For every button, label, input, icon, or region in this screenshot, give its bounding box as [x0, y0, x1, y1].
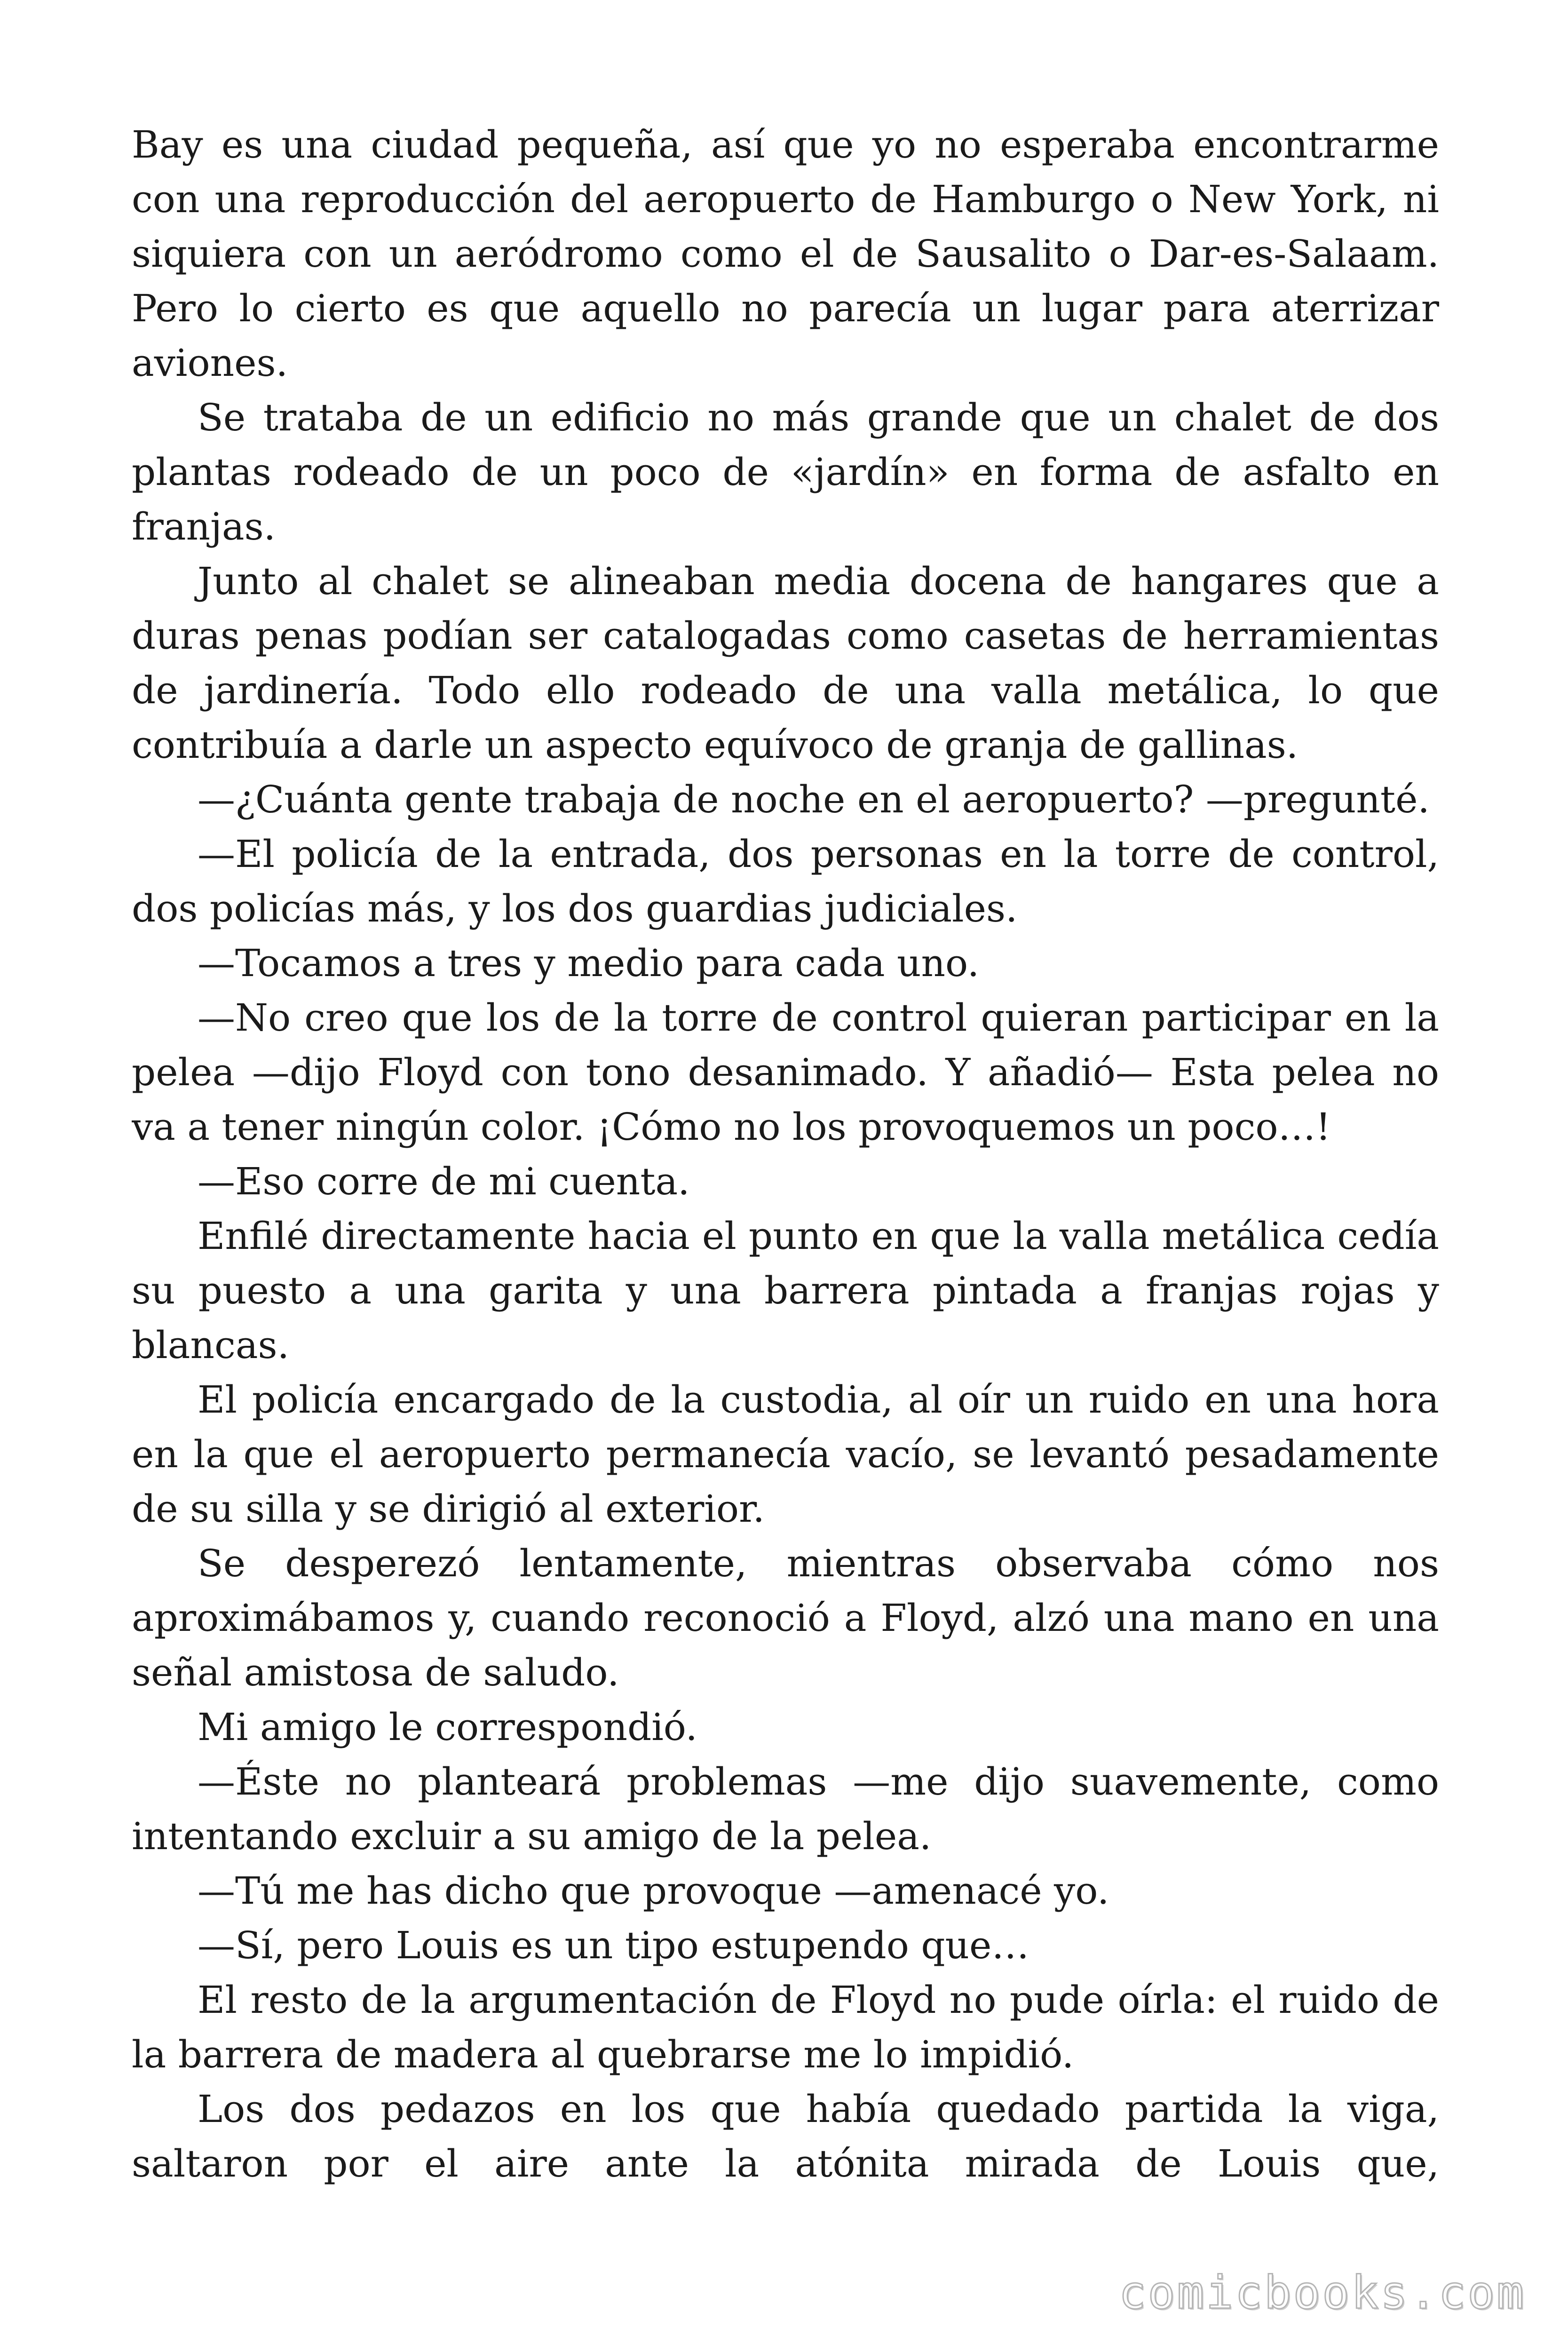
text-line: de su silla y se dirigió al exterior. [132, 1487, 765, 1531]
text-line: duras penas podían ser catalogadas como casetas de herramientas [132, 614, 1439, 658]
text-line: —Tú me has dicho que provoque —amenacé yo. [198, 1869, 1109, 1913]
watermark-logo: comicbooks.com [1118, 2266, 1526, 2319]
text-line: Se trataba de un edificio no más grande que un chalet de dos [198, 396, 1439, 439]
text-line: señal amistosa de saludo. [132, 1651, 619, 1694]
text-line: El resto de la argumentación de Floyd no pude oírla: el ruido de [198, 1978, 1439, 2022]
text-line: —No creo que los de la torre de control quieran participar en la [198, 996, 1439, 1040]
text-line: —Sí, pero Louis es un tipo estupendo que… [198, 1923, 1029, 1967]
text-line: —Eso corre de mi cuenta. [198, 1160, 690, 1203]
text-line: Los dos pedazos en los que había quedado partida la viga, [198, 2087, 1439, 2131]
text-line: Mi amigo le correspondió. [198, 1705, 697, 1749]
text-line: su puesto a una garita y una barrera pintada a franjas rojas y [132, 1269, 1439, 1312]
text-line: —Éste no planteará problemas —me dijo suavemente, como [198, 1760, 1439, 1804]
text-line: Enfilé directamente hacia el punto en que la valla metálica cedía [198, 1214, 1439, 1258]
text-line: en la que el aeropuerto permanecía vacío, se levantó pesadamente [132, 1432, 1439, 1476]
text-line: va a tener ningún color. ¡Cómo no los provoquemos un poco…! [132, 1105, 1331, 1149]
text-line: aviones. [132, 341, 288, 385]
text-line: Bay es una ciudad pequeña, así que yo no esperaba encontrarme [132, 123, 1439, 167]
text-line: pelea —dijo Floyd con tono desanimado. Y añadió— Esta pelea no [132, 1050, 1439, 1094]
text-line: Pero lo cierto es que aquello no parecía un lugar para aterrizar [132, 286, 1439, 330]
text-line: con una reproducción del aeropuerto de Hamburgo o New York, ni [132, 177, 1439, 221]
text-line: El policía encargado de la custodia, al oír un ruido en una hora [198, 1378, 1439, 1422]
text-line: siquiera con un aeródromo como el de Sausalito o Dar-es-Salaam. [132, 232, 1439, 276]
text-line: —El policía de la entrada, dos personas en la torre de control, [198, 832, 1439, 876]
text-line: contribuía a darle un aspecto equívoco de granja de gallinas. [132, 723, 1299, 767]
text-line: aproximábamos y, cuando reconoció a Floyd, alzó una mano en una [132, 1596, 1439, 1640]
text-line: Junto al chalet se alineaban media docena de hangares que a [198, 559, 1439, 603]
text-line: intentando excluir a su amigo de la pelea. [132, 1814, 932, 1858]
text-line: franjas. [132, 505, 276, 548]
text-line: plantas rodeado de un poco de «jardín» en forma de asfalto en [132, 450, 1439, 494]
text-line: blancas. [132, 1323, 289, 1367]
text-line: de jardinería. Todo ello rodeado de una valla metálica, lo que [132, 668, 1439, 712]
text-line: la barrera de madera al quebrarse me lo impidió. [132, 2033, 1074, 2076]
text-line: dos policías más, y los dos guardias judiciales. [132, 887, 1018, 930]
text-line: Se desperezó lentamente, mientras observaba cómo nos [198, 1542, 1439, 1585]
text-line: —Tocamos a tres y medio para cada uno. [198, 941, 980, 985]
text-line: saltaron por el aire ante la atónita mirada de Louis que, [132, 2142, 1439, 2185]
text-line: —¿Cuánta gente trabaja de noche en el aeropuerto? —pregunté. [198, 778, 1430, 821]
